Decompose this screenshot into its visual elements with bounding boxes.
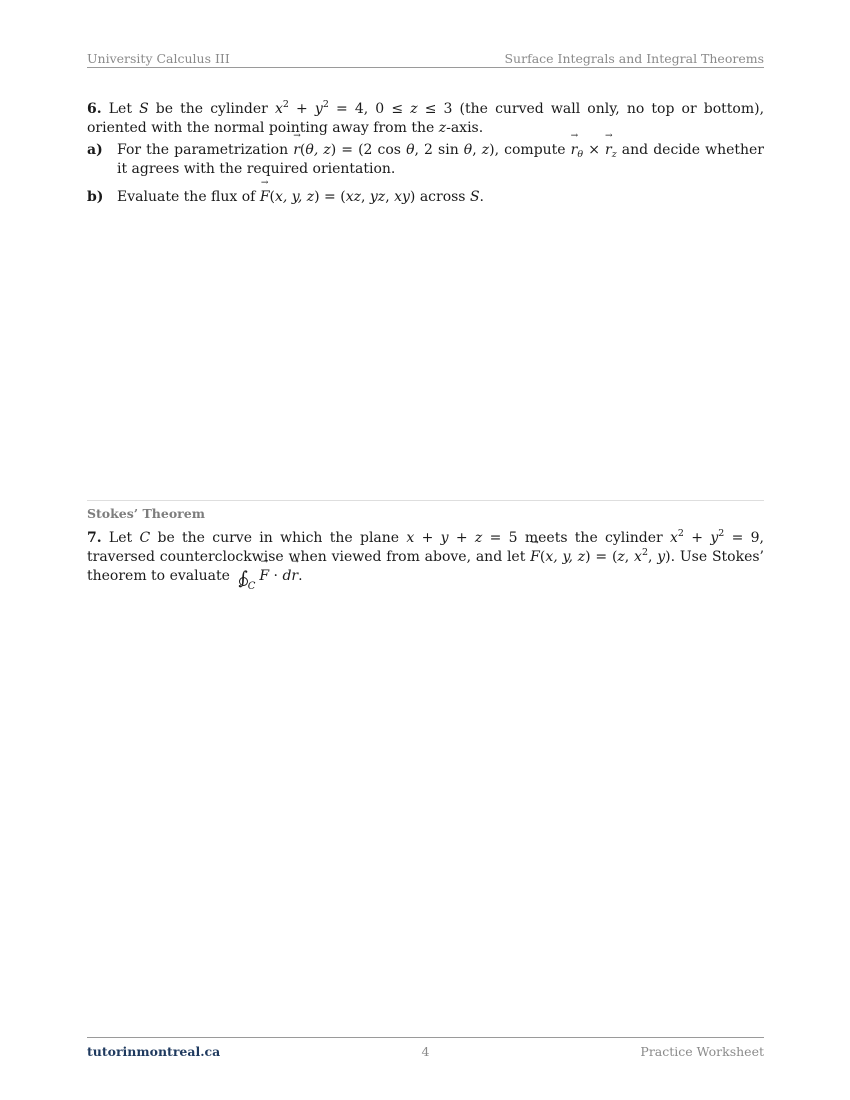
- running-header: [87, 51, 764, 68]
- running-footer: [87, 1037, 764, 1059]
- problem-6: [87, 100, 764, 216]
- problem-6-statement: 6. Let S be the cylinder $x^2 + y^2 = 4$, 0 ≤ z ≤ 3 (the curved wall only, no top or bottom), oriented with the normal pointing away from the z-axis.: [87, 99, 765, 136]
- page-number: 4: [421, 1044, 430, 1059]
- chapter-title: Surface Integrals and Integral Theorems: [504, 51, 764, 66]
- course-title: University Calculus III: [87, 51, 230, 66]
- section-divider: [87, 500, 764, 501]
- problem-number: 7.: [87, 530, 102, 546]
- part-a-text: For the parametrization → r(θ, z) = (2 cos θ, 2 sin θ, z), compute → $r_\theta$ × → $r_z$ and decide whether it agrees with the required orientation.: [117, 141, 764, 179]
- part-b: [87, 188, 764, 207]
- part-a: [87, 141, 764, 179]
- document-type: Practice Worksheet: [640, 1044, 764, 1059]
- problem-7: [87, 528, 764, 592]
- problem-number: 6.: [87, 101, 102, 117]
- problem-7-statement: 7. Let C be the curve in which the plane x + y + z = 5 meets the cylinder $x^2 + y^2 = 9$, traversed counterclockwise when viewed from above, and let → F(x, y, z) = (z, $x^2$, y). Use Stokes’ theorem to evaluate $\int_C\to F \cdot d\to r$.: [87, 529, 764, 588]
- site-link[interactable]: tutorinmontreal.ca: [87, 1044, 221, 1059]
- problem-6-parts: [87, 141, 764, 207]
- contour-integral-icon: ∫: [238, 568, 248, 589]
- part-b-text: Evaluate the flux of → F(x, y, z) = (xz, yz, xy) across S.: [117, 188, 764, 207]
- part-label: a): [87, 142, 103, 158]
- part-label: b): [87, 189, 104, 205]
- section-heading: Stokes’ Theorem: [87, 506, 205, 521]
